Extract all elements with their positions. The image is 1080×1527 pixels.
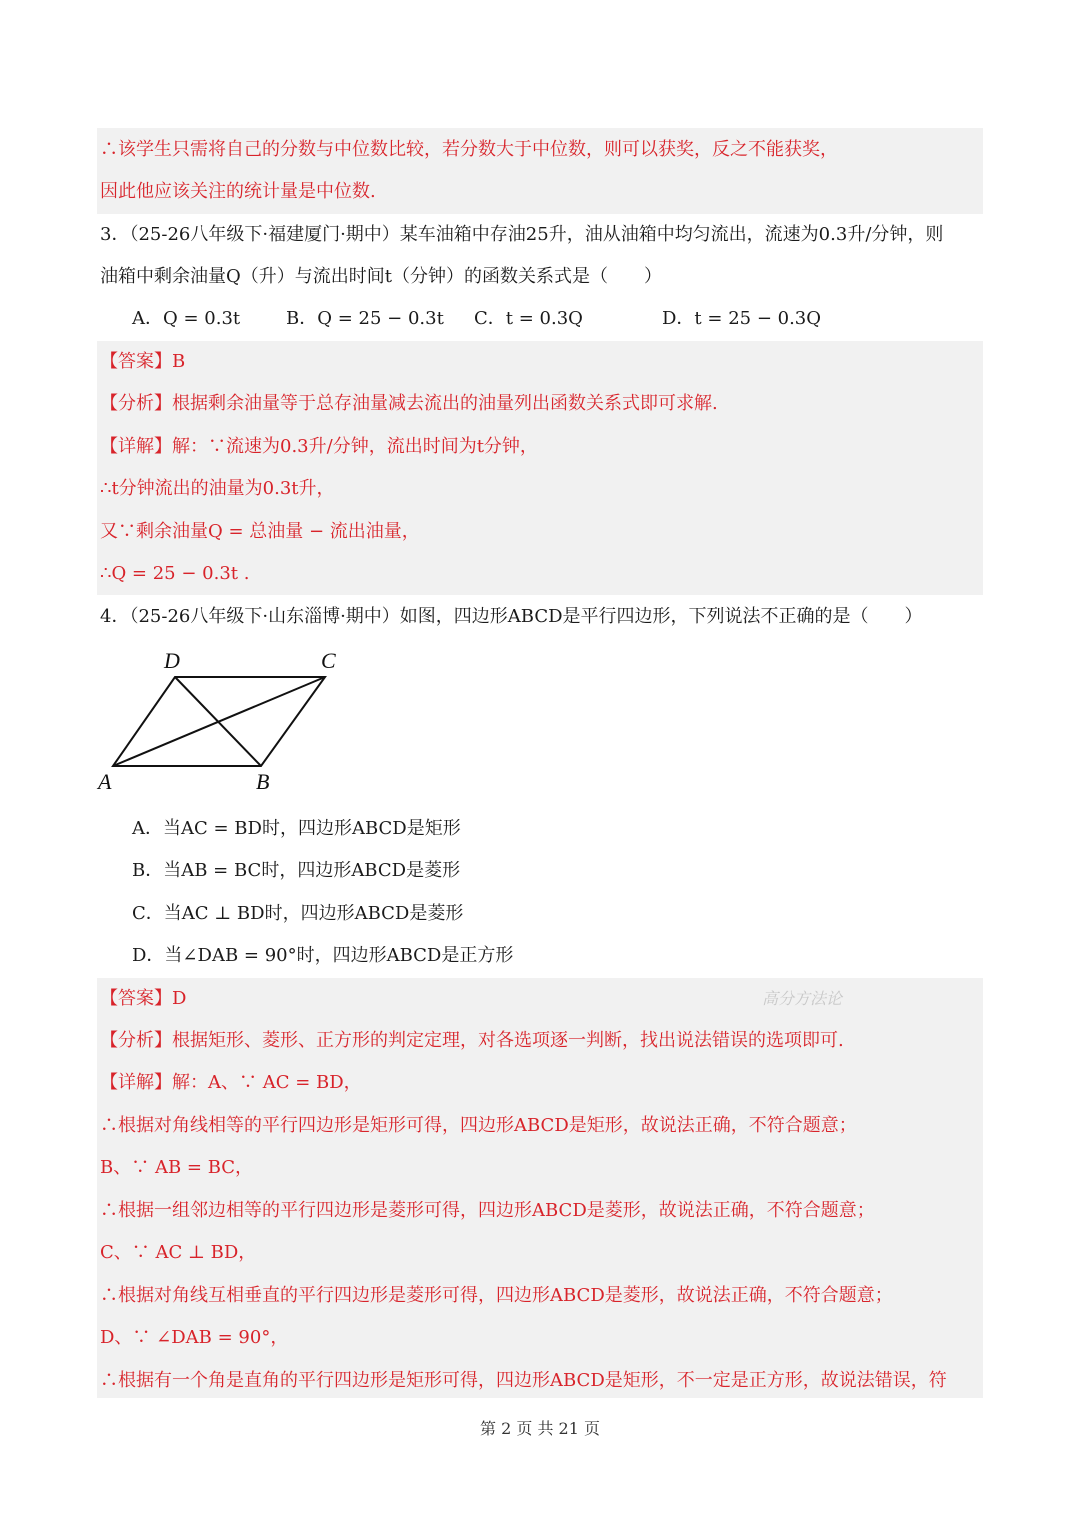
q3-option-c: C．t = 0.3Q [474,308,583,329]
question-3-stem-line-1: 3．（25-26八年级下·福建厦门·期中）某车油箱中存油25升，油从油箱中均匀流出，流速为0.3升/分钟，则 [100,224,944,245]
diagonal-bd [175,677,261,766]
q3-detail-line: 又∵剩余油量Q = 总油量 − 流出油量， [100,521,420,542]
q3-detail-line: 【详解】解：∵流速为0.3升/分钟，流出时间为t分钟， [100,436,538,457]
q4-option-d: D．当∠DAB = 90°时，四边形ABCD是正方形 [132,945,514,966]
solution-box-q3 [97,341,983,595]
page-footer: 第 2 页 共 21 页 [480,1419,600,1438]
vertex-label-b: B [256,769,270,794]
q3-answer: 【答案】B [100,351,186,372]
q4-detail-line: ∴根据一组邻边相等的平行四边形是菱形可得，四边形ABCD是菱形，故说法正确，不符合题意； [100,1200,875,1221]
q3-option-d: D．t = 25 − 0.3Q [662,308,822,329]
q4-answer: 【答案】D [100,988,187,1009]
parallelogram-figure [90,645,350,795]
q4-detail-line: ∴根据对角线互相垂直的平行四边形是菱形可得，四边形ABCD是菱形，故说法正确，不符合题意； [100,1285,893,1306]
vertex-label-a: A [98,769,112,794]
q4-detail-line: ∴根据有一个角是直角的平行四边形是矩形可得，四边形ABCD是矩形，不一定是正方形，故说法错误，符 [100,1370,947,1391]
q4-detail-line: 【详解】解：A、∵ AC = BD， [100,1072,362,1093]
q3-analysis: 【分析】根据剩余油量等于总存油量减去流出的油量列出函数关系式即可求解. [100,393,718,414]
q4-detail-line: ∴根据对角线相等的平行四边形是矩形可得，四边形ABCD是矩形，故说法正确，不符合题意； [100,1115,857,1136]
solution-line: 因此他应该关注的统计量是中位数. [100,181,376,202]
vertex-label-d: D [164,648,180,673]
q3-option-b: B．Q = 25 − 0.3t [286,308,444,329]
solution-line: ∴该学生只需将自己的分数与中位数比较，若分数大于中位数，则可以获奖，反之不能获奖， [100,139,838,160]
q3-option-a: A．Q = 0.3t [132,308,241,329]
q4-analysis: 【分析】根据矩形、菱形、正方形的判定定理，对各选项逐一判断，找出说法错误的选项即可. [100,1030,844,1051]
question-3-stem-line-2: 油箱中剩余油量Q（升）与流出时间t（分钟）的函数关系式是（ ） [100,266,662,287]
q4-detail-line: B、∵ AB = BC， [100,1157,254,1178]
watermark: 高分方法论 [762,989,843,1008]
q3-detail-line: ∴t分钟流出的油量为0.3t升， [100,478,335,499]
q4-detail-line: D、∵ ∠DAB = 90°， [100,1327,289,1348]
question-4-stem: 4．（25-26八年级下·山东淄博·期中）如图，四边形ABCD是平行四边形，下列说法不正确的是（ ） [100,606,923,627]
q4-detail-line: C、∵ AC ⊥ BD， [100,1242,257,1263]
q4-option-a: A．当AC = BD时，四边形ABCD是矩形 [132,818,461,839]
q4-option-b: B．当AB = BC时，四边形ABCD是菱形 [132,860,461,881]
q4-option-c: C．当AC ⊥ BD时，四边形ABCD是菱形 [132,903,464,924]
vertex-label-c: C [321,648,336,673]
q3-detail-line: ∴Q = 25 − 0.3t . [100,563,250,584]
